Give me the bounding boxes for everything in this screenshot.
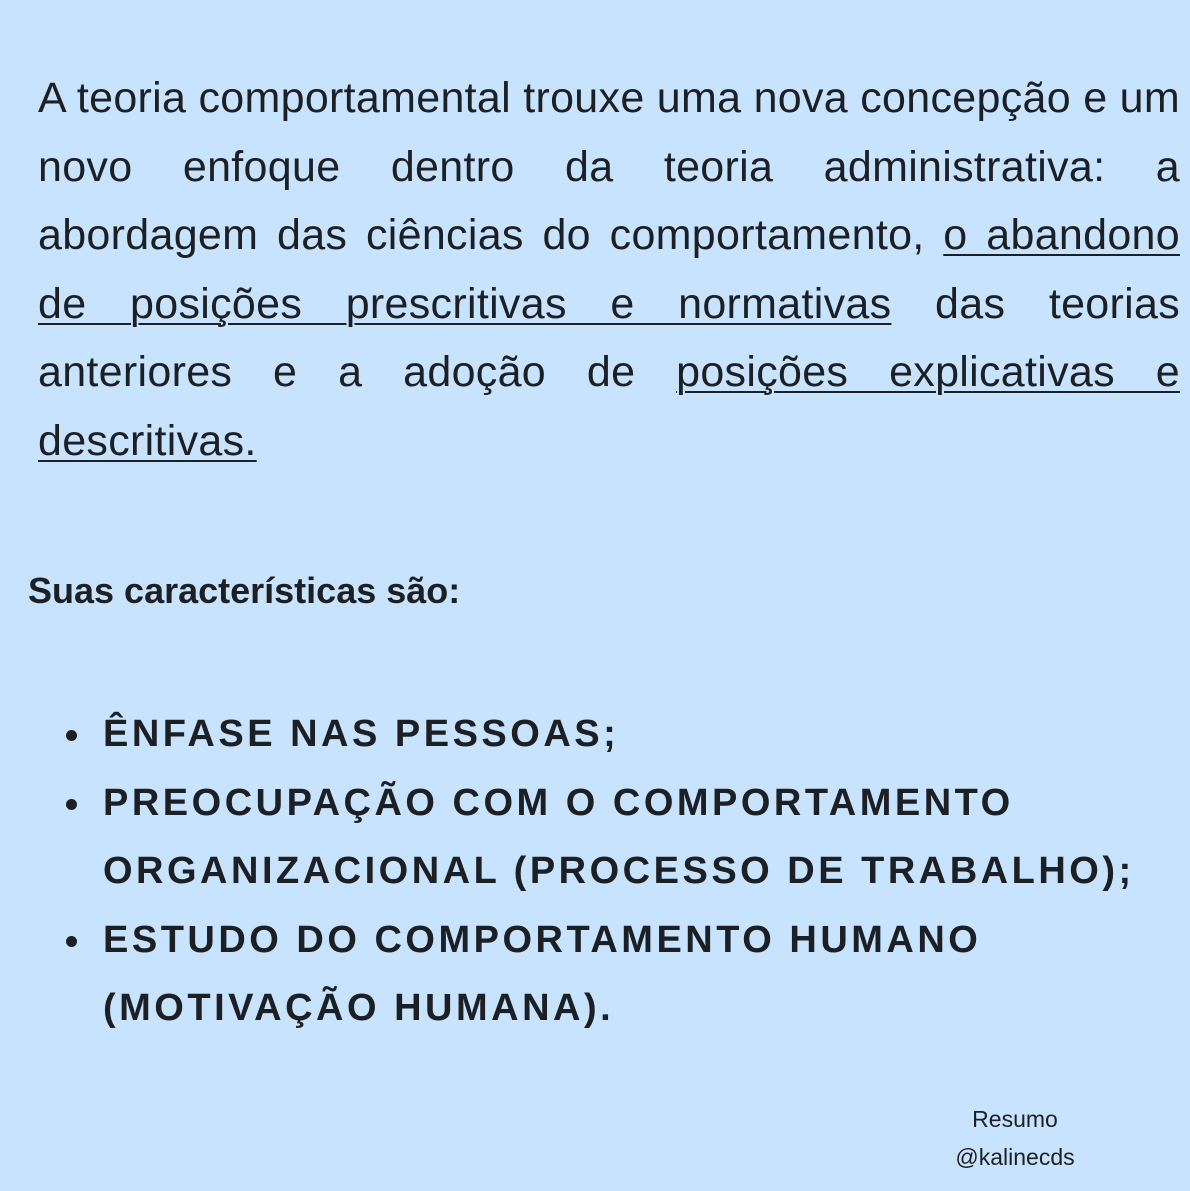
bullet-icon: [66, 730, 77, 741]
list-item: [66, 906, 1186, 1043]
intro-paragraph: [38, 64, 1180, 475]
list-item-text: ESTUDO DO COMPORTAMENTO HUMANO (MOTIVAÇÃO HUMANA).: [103, 918, 982, 1029]
credit-label: Resumo: [972, 1106, 1058, 1132]
characteristics-list: [66, 700, 1186, 1043]
intro-underlined-explanatory: posições explicativas e descritivas.: [38, 348, 1180, 465]
list-item-text: PREOCUPAÇÃO COM O COMPORTAMENTO ORGANIZACIONAL (PROCESSO DE TRABALHO);: [103, 781, 1135, 892]
author-credit: [940, 1100, 1090, 1176]
bullet-icon: [66, 936, 77, 947]
intro-text-start: A teoria comportamental trouxe uma nova concepção e um novo enfoque dentro da teoria administrativa: a abordagem das ciências do comportamento,: [38, 74, 1180, 259]
list-item: [66, 700, 1186, 769]
credit-handle: @kalinecds: [955, 1144, 1075, 1170]
bullet-icon: [66, 799, 77, 810]
intro-underlined-prescriptive: o abandono de posições prescritivas e normativas: [38, 211, 1180, 328]
characteristics-heading: Suas características são:: [28, 570, 461, 611]
intro-text-middle: das teorias anteriores e a adoção de: [38, 279, 1181, 396]
list-item: [66, 769, 1186, 906]
list-item-text: ÊNFASE NAS PESSOAS;: [103, 713, 620, 755]
